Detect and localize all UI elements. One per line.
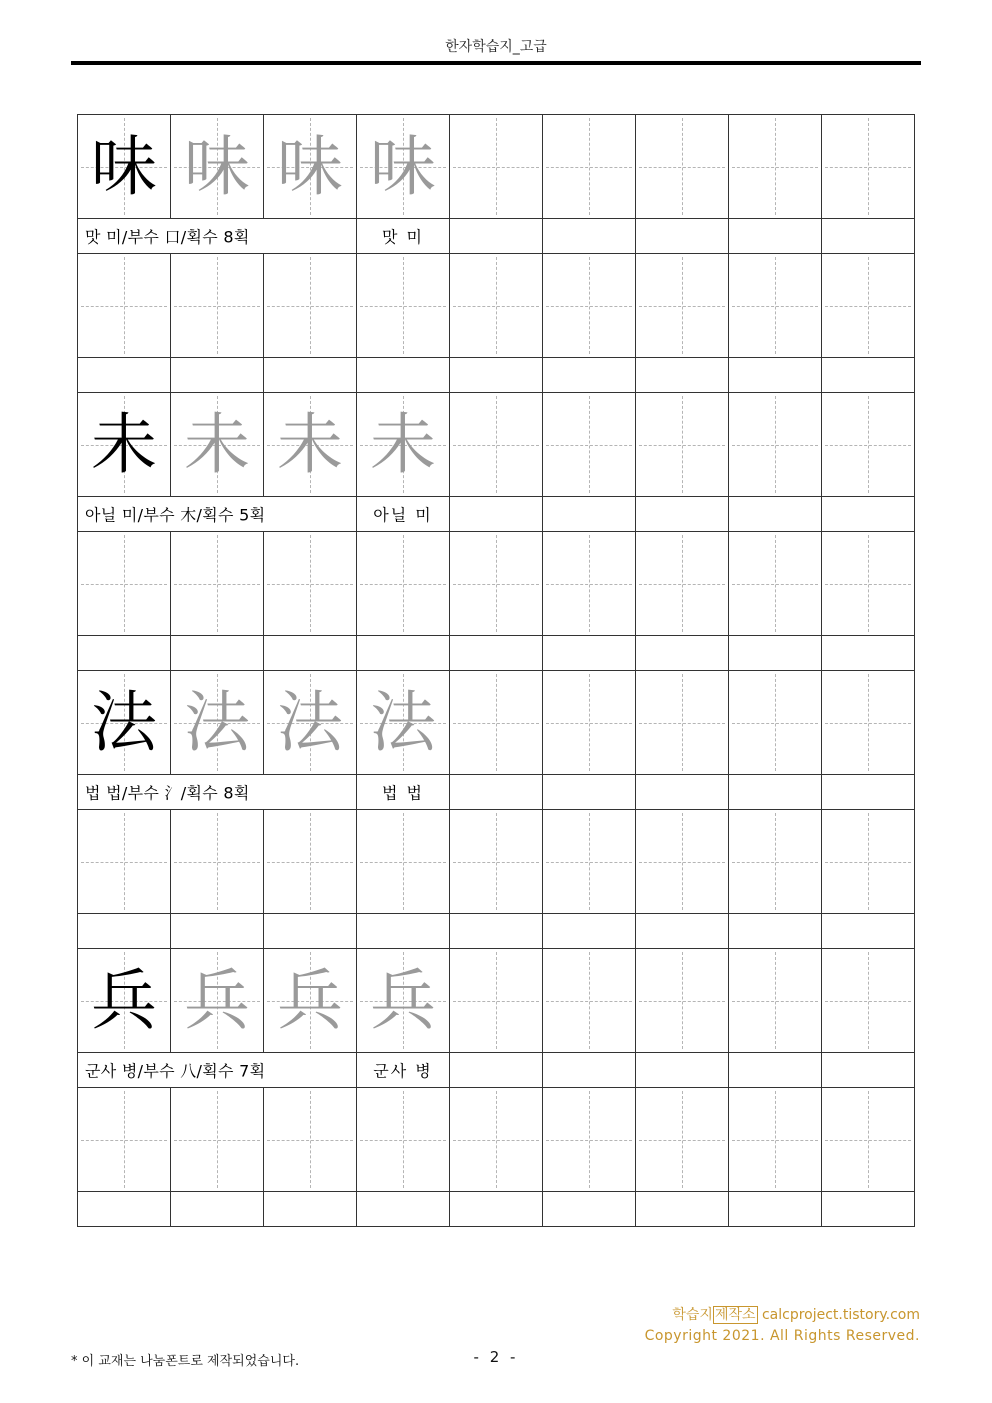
footer-copyright: Copyright 2021. All Rights Reserved. [644, 1328, 920, 1344]
hanja-model-char: 兵 [91, 961, 157, 1039]
hanja-trace-char: 法 [184, 683, 250, 761]
guide-line-horizontal [732, 167, 818, 168]
hanja-example-row [78, 671, 915, 775]
writing-box[interactable] [357, 810, 450, 914]
blank-cell[interactable] [543, 914, 636, 949]
blank-info-row [78, 1192, 915, 1227]
writing-box[interactable] [636, 393, 729, 497]
writing-box[interactable] [357, 115, 450, 219]
meaning-cell [357, 1053, 450, 1088]
writing-box[interactable] [357, 254, 450, 358]
writing-box[interactable] [171, 254, 264, 358]
writing-box[interactable] [822, 254, 915, 358]
blank-cell[interactable] [729, 1192, 822, 1227]
guide-line-horizontal [453, 584, 539, 585]
writing-box[interactable] [729, 949, 822, 1053]
writing-box[interactable] [264, 1088, 357, 1192]
writing-box[interactable] [636, 949, 729, 1053]
writing-box[interactable] [543, 1088, 636, 1192]
blank-cell[interactable] [729, 219, 822, 254]
guide-line-horizontal [81, 306, 167, 307]
hanja-trace-char: 法 [370, 683, 436, 761]
guide-line-horizontal [639, 584, 725, 585]
guide-line-horizontal [174, 306, 260, 307]
guide-line-horizontal [546, 1001, 632, 1002]
blank-cell[interactable] [822, 497, 915, 532]
guide-line-horizontal [453, 1001, 539, 1002]
writing-box[interactable] [171, 115, 264, 219]
writing-box[interactable] [78, 1088, 171, 1192]
writing-box[interactable] [78, 532, 171, 636]
header-title: 한자학습지_고급 [445, 39, 547, 55]
hanja-example-row [78, 115, 915, 219]
blank-cell[interactable] [78, 636, 171, 671]
blank-cell[interactable] [822, 775, 915, 810]
guide-line-horizontal [174, 1140, 260, 1141]
hanja-trace-char: 兵 [277, 961, 343, 1039]
guide-line-horizontal [639, 862, 725, 863]
blank-cell[interactable] [636, 1192, 729, 1227]
brand-url[interactable]: calcproject.tistory.com [761, 1307, 920, 1323]
writing-box[interactable] [264, 671, 357, 775]
hanja-meaning-text: 아닐 미 [373, 505, 433, 525]
writing-box[interactable] [822, 393, 915, 497]
guide-line-horizontal [453, 723, 539, 724]
hanja-practice-row [78, 254, 915, 358]
writing-box[interactable] [171, 810, 264, 914]
writing-box[interactable] [171, 393, 264, 497]
writing-box[interactable] [171, 1088, 264, 1192]
guide-line-horizontal [267, 306, 353, 307]
writing-box[interactable] [78, 254, 171, 358]
hanja-info-text: 군사 병/부수 八/획수 7획 [85, 1061, 266, 1081]
writing-box[interactable] [264, 949, 357, 1053]
guide-line-horizontal [453, 445, 539, 446]
guide-line-horizontal [732, 584, 818, 585]
writing-box[interactable] [822, 115, 915, 219]
blank-cell[interactable] [822, 914, 915, 949]
hanja-practice-row [78, 810, 915, 914]
hanja-info-row [78, 497, 915, 532]
blank-cell[interactable] [171, 914, 264, 949]
blank-cell[interactable] [729, 1053, 822, 1088]
guide-line-horizontal [732, 1140, 818, 1141]
hanja-trace-char: 兵 [370, 961, 436, 1039]
blank-cell[interactable] [78, 358, 171, 393]
blank-cell[interactable] [543, 636, 636, 671]
meaning-cell [357, 775, 450, 810]
meaning-cell [357, 497, 450, 532]
writing-box[interactable] [543, 671, 636, 775]
practice-grid [77, 114, 915, 1227]
guide-line-horizontal [825, 167, 911, 168]
blank-cell[interactable] [171, 1192, 264, 1227]
hanja-example-row [78, 949, 915, 1053]
writing-box[interactable] [543, 532, 636, 636]
hanja-practice-row [78, 532, 915, 636]
brand-boxed: 제작소 [714, 1307, 756, 1323]
blank-cell[interactable] [636, 1053, 729, 1088]
guide-line-horizontal [825, 1001, 911, 1002]
footer-brand [672, 1304, 920, 1324]
guide-line-horizontal [453, 167, 539, 168]
guide-line-horizontal [267, 584, 353, 585]
writing-box[interactable] [264, 254, 357, 358]
hanja-info-text: 아닐 미/부수 木/획수 5획 [85, 505, 266, 525]
blank-cell[interactable] [450, 636, 543, 671]
blank-cell[interactable] [264, 1192, 357, 1227]
blank-info-row [78, 636, 915, 671]
guide-line-horizontal [546, 306, 632, 307]
writing-box[interactable] [171, 532, 264, 636]
info-cell [78, 219, 357, 254]
header-rule [71, 61, 921, 65]
blank-cell[interactable] [636, 636, 729, 671]
writing-box[interactable] [78, 393, 171, 497]
guide-line-horizontal [732, 862, 818, 863]
hanja-trace-char: 味 [184, 127, 250, 205]
guide-line-horizontal [81, 584, 167, 585]
writing-box[interactable] [357, 671, 450, 775]
writing-box[interactable] [543, 393, 636, 497]
hanja-meaning-text: 법 법 [382, 783, 424, 803]
writing-box[interactable] [636, 1088, 729, 1192]
writing-box[interactable] [822, 810, 915, 914]
hanja-info-row [78, 219, 915, 254]
blank-cell[interactable] [264, 636, 357, 671]
footer-note: * 이 교재는 나눔폰트로 제작되었습니다. [71, 1354, 300, 1369]
writing-box[interactable] [543, 254, 636, 358]
guide-line-horizontal [81, 1140, 167, 1141]
guide-line-horizontal [360, 306, 446, 307]
guide-line-horizontal [732, 306, 818, 307]
writing-box[interactable] [822, 532, 915, 636]
writing-box[interactable] [357, 393, 450, 497]
writing-box[interactable] [729, 115, 822, 219]
blank-cell[interactable] [264, 358, 357, 393]
blank-cell[interactable] [543, 358, 636, 393]
writing-box[interactable] [450, 949, 543, 1053]
blank-cell[interactable] [822, 1053, 915, 1088]
writing-box[interactable] [636, 115, 729, 219]
writing-box[interactable] [822, 1088, 915, 1192]
blank-cell[interactable] [450, 219, 543, 254]
blank-cell[interactable] [357, 1192, 450, 1227]
guide-line-horizontal [267, 862, 353, 863]
guide-line-horizontal [81, 862, 167, 863]
blank-cell[interactable] [729, 914, 822, 949]
writing-box[interactable] [450, 393, 543, 497]
writing-box[interactable] [171, 671, 264, 775]
writing-box[interactable] [543, 810, 636, 914]
blank-cell[interactable] [543, 219, 636, 254]
writing-box[interactable] [636, 254, 729, 358]
guide-line-horizontal [267, 1140, 353, 1141]
hanja-meaning-text: 맛 미 [382, 227, 424, 247]
writing-box[interactable] [450, 1088, 543, 1192]
writing-box[interactable] [729, 671, 822, 775]
blank-cell[interactable] [636, 775, 729, 810]
guide-line-horizontal [360, 1140, 446, 1141]
blank-cell[interactable] [729, 497, 822, 532]
hanja-trace-char: 兵 [184, 961, 250, 1039]
writing-box[interactable] [450, 671, 543, 775]
writing-box[interactable] [450, 810, 543, 914]
hanja-trace-char: 未 [184, 405, 250, 483]
blank-cell[interactable] [729, 775, 822, 810]
blank-cell[interactable] [636, 219, 729, 254]
blank-info-row [78, 914, 915, 949]
hanja-trace-char: 味 [370, 127, 436, 205]
guide-line-horizontal [639, 1001, 725, 1002]
guide-line-horizontal [825, 584, 911, 585]
guide-line-horizontal [732, 1001, 818, 1002]
hanja-practice-row [78, 1088, 915, 1192]
guide-line-horizontal [360, 584, 446, 585]
blank-cell[interactable] [264, 914, 357, 949]
guide-line-horizontal [546, 723, 632, 724]
blank-cell[interactable] [450, 1053, 543, 1088]
writing-box[interactable] [264, 115, 357, 219]
guide-line-horizontal [639, 1140, 725, 1141]
blank-cell[interactable] [357, 914, 450, 949]
writing-box[interactable] [264, 532, 357, 636]
blank-cell[interactable] [729, 636, 822, 671]
writing-box[interactable] [729, 254, 822, 358]
writing-box[interactable] [636, 532, 729, 636]
writing-box[interactable] [729, 1088, 822, 1192]
guide-line-horizontal [546, 862, 632, 863]
page-number: - 2 - [473, 1348, 519, 1366]
hanja-info-row [78, 775, 915, 810]
writing-box[interactable] [822, 671, 915, 775]
guide-line-horizontal [732, 445, 818, 446]
guide-line-horizontal [546, 584, 632, 585]
blank-cell[interactable] [78, 1192, 171, 1227]
blank-cell[interactable] [357, 636, 450, 671]
guide-line-horizontal [825, 306, 911, 307]
hanja-model-char: 法 [91, 683, 157, 761]
blank-cell[interactable] [822, 219, 915, 254]
hanja-model-char: 味 [91, 127, 157, 205]
hanja-info-row [78, 1053, 915, 1088]
meaning-cell [357, 219, 450, 254]
blank-cell[interactable] [171, 636, 264, 671]
hanja-example-row [78, 393, 915, 497]
writing-box[interactable] [450, 532, 543, 636]
guide-line-horizontal [174, 862, 260, 863]
hanja-trace-char: 未 [370, 405, 436, 483]
writing-box[interactable] [636, 671, 729, 775]
writing-box[interactable] [450, 115, 543, 219]
info-cell [78, 775, 357, 810]
blank-cell[interactable] [78, 914, 171, 949]
writing-box[interactable] [78, 115, 171, 219]
blank-cell[interactable] [543, 1053, 636, 1088]
blank-cell[interactable] [543, 497, 636, 532]
guide-line-horizontal [732, 723, 818, 724]
writing-box[interactable] [78, 810, 171, 914]
blank-cell[interactable] [822, 636, 915, 671]
writing-box[interactable] [636, 810, 729, 914]
writing-box[interactable] [78, 671, 171, 775]
guide-line-horizontal [639, 723, 725, 724]
hanja-model-char: 未 [91, 405, 157, 483]
blank-cell[interactable] [450, 497, 543, 532]
blank-cell[interactable] [729, 358, 822, 393]
hanja-meaning-text: 군사 병 [373, 1061, 433, 1081]
writing-box[interactable] [264, 393, 357, 497]
brand-prefix: 학습지 [672, 1307, 713, 1323]
writing-box[interactable] [264, 810, 357, 914]
blank-cell[interactable] [450, 358, 543, 393]
writing-box[interactable] [543, 949, 636, 1053]
writing-box[interactable] [729, 810, 822, 914]
hanja-trace-char: 未 [277, 405, 343, 483]
writing-box[interactable] [729, 532, 822, 636]
guide-line-horizontal [825, 862, 911, 863]
guide-line-horizontal [174, 584, 260, 585]
blank-info-row [78, 358, 915, 393]
blank-cell[interactable] [171, 358, 264, 393]
blank-cell[interactable] [543, 775, 636, 810]
hanja-info-text: 법 법/부수 氵/획수 8획 [85, 783, 250, 803]
guide-line-horizontal [825, 445, 911, 446]
writing-box[interactable] [171, 949, 264, 1053]
blank-cell[interactable] [543, 1192, 636, 1227]
blank-cell[interactable] [822, 1192, 915, 1227]
writing-box[interactable] [543, 115, 636, 219]
guide-line-horizontal [825, 1140, 911, 1141]
guide-line-horizontal [453, 1140, 539, 1141]
blank-cell[interactable] [450, 775, 543, 810]
writing-box[interactable] [729, 393, 822, 497]
guide-line-horizontal [639, 306, 725, 307]
blank-cell[interactable] [357, 358, 450, 393]
writing-box[interactable] [450, 254, 543, 358]
guide-line-horizontal [546, 1140, 632, 1141]
guide-line-horizontal [825, 723, 911, 724]
hanja-trace-char: 法 [277, 683, 343, 761]
guide-line-horizontal [639, 445, 725, 446]
guide-line-horizontal [639, 167, 725, 168]
guide-line-horizontal [453, 306, 539, 307]
info-cell [78, 497, 357, 532]
blank-cell[interactable] [636, 914, 729, 949]
blank-cell[interactable] [822, 358, 915, 393]
guide-line-horizontal [360, 862, 446, 863]
writing-box[interactable] [357, 1088, 450, 1192]
hanja-info-text: 맛 미/부수 口/획수 8획 [85, 227, 250, 247]
guide-line-horizontal [453, 862, 539, 863]
blank-cell[interactable] [636, 497, 729, 532]
info-cell [78, 1053, 357, 1088]
writing-box[interactable] [357, 949, 450, 1053]
writing-box[interactable] [78, 949, 171, 1053]
writing-box[interactable] [357, 532, 450, 636]
blank-cell[interactable] [450, 914, 543, 949]
guide-line-horizontal [546, 445, 632, 446]
guide-line-horizontal [546, 167, 632, 168]
blank-cell[interactable] [636, 358, 729, 393]
blank-cell[interactable] [450, 1192, 543, 1227]
hanja-trace-char: 味 [277, 127, 343, 205]
writing-box[interactable] [822, 949, 915, 1053]
